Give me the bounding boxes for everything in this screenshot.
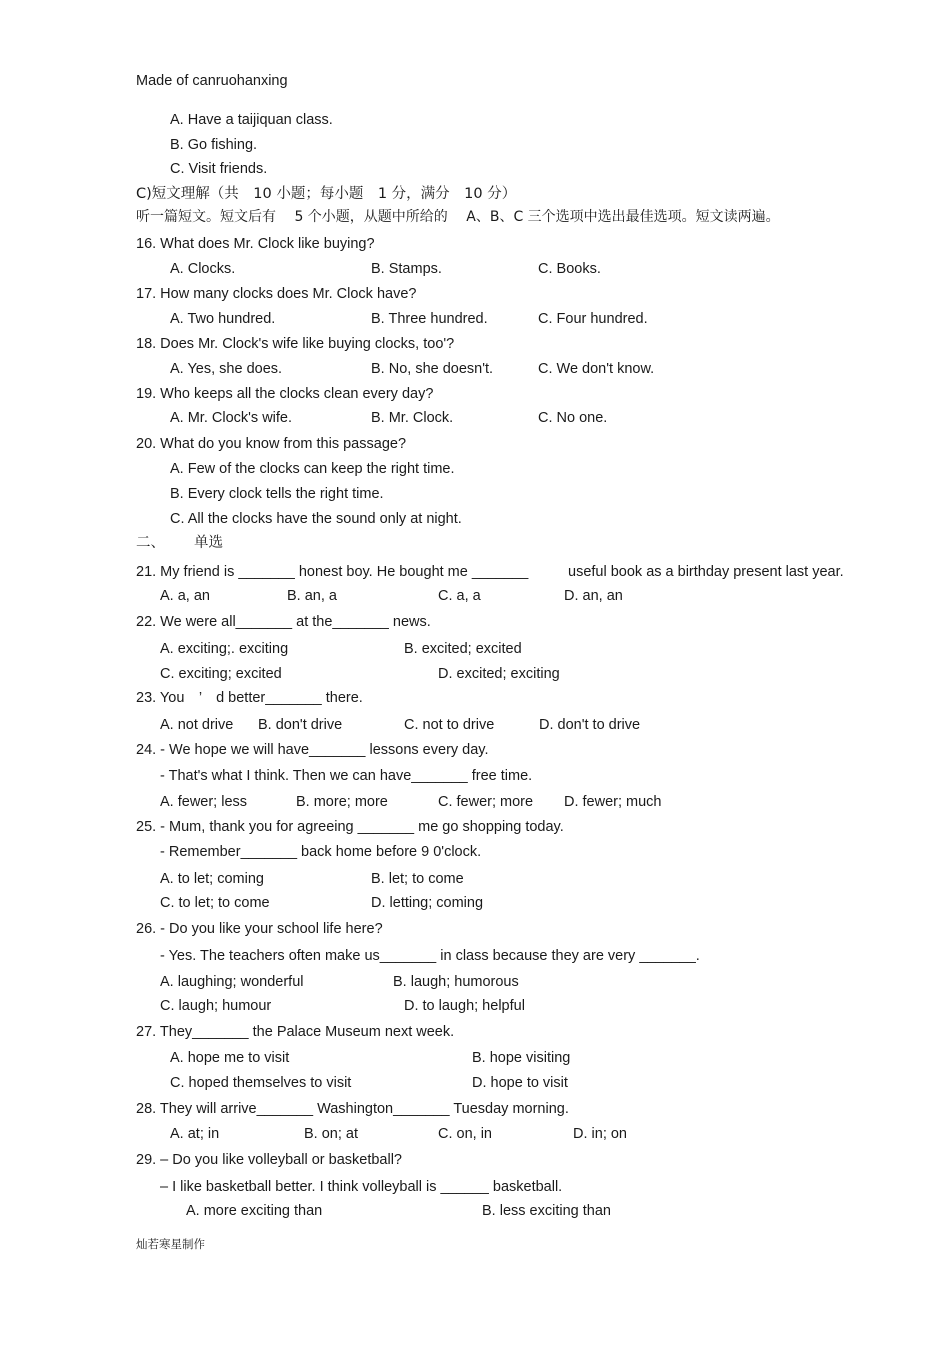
page-header: Made of canruohanxing (136, 73, 288, 89)
q20-stem: 20. What do you know from this passage? (136, 436, 407, 452)
q19-option-a: A. Mr. Clock's wife. (170, 410, 293, 426)
q21-option-c: C. a, a (438, 588, 481, 604)
q26-stem-reply: - Yes. The teachers often make us_______ in class because they are very _______. (160, 948, 700, 964)
q27-option-c: C. hoped themselves to visit (170, 1075, 352, 1091)
q16-stem: 16. What does Mr. Clock like buying? (136, 236, 375, 252)
q23-option-a: A. not drive (160, 717, 234, 733)
q26-option-c: C. laugh; humour (160, 998, 272, 1014)
section-c-title: C)短文理解（共 10 小题；每小题 1 分，满分 10 分） (136, 186, 517, 202)
q22-option-c: C. exciting; excited (160, 666, 282, 682)
q21-stem-end: useful book as a birthday present last year. (568, 564, 844, 580)
top-option-b: B. Go fishing. (170, 137, 258, 153)
section-2-number: 二、 (136, 535, 165, 551)
q28-option-c: C. on, in (438, 1126, 492, 1142)
q19-option-c: C. No one. (538, 410, 608, 426)
page-footer: 灿若寒星制作 (136, 1237, 205, 1251)
q19-stem: 19. Who keeps all the clocks clean every day? (136, 386, 434, 402)
q17-option-a: A. Two hundred. (170, 311, 276, 327)
q24-stem-reply: - That's what I think. Then we can have_______ free time. (160, 768, 533, 784)
q26-option-d: D. to laugh; helpful (404, 998, 525, 1014)
q19-option-b: B. Mr. Clock. (371, 410, 454, 426)
q24-option-b: B. more; more (296, 794, 388, 810)
q22-option-d: D. excited; exciting (438, 666, 560, 682)
q25-option-b: B. let; to come (371, 871, 464, 887)
q24-option-a: A. fewer; less (160, 794, 248, 810)
q27-stem: 27. They_______ the Palace Museum next week. (136, 1024, 455, 1040)
q16-option-c: C. Books. (538, 261, 601, 277)
q20-option-c: C. All the clocks have the sound only at night. (170, 511, 462, 527)
q21-option-d: D. an, an (564, 588, 623, 604)
q22-stem: 22. We were all_______ at the_______ news. (136, 614, 431, 630)
q29-stem-reply: – I like basketball better. I think volleyball is ______ basketball. (160, 1179, 563, 1195)
q20-option-b: B. Every clock tells the right time. (170, 486, 384, 502)
q25-option-a: A. to let; coming (160, 871, 264, 887)
q27-option-b: B. hope visiting (472, 1050, 571, 1066)
top-option-c: C. Visit friends. (170, 161, 268, 177)
section-c-instruction: 听一篇短文。短文后有 5 个小题，从题中所给的 A、B、C 三个选项中选出最佳选项。短文读两遍。 (136, 209, 780, 225)
q22-option-b: B. excited; excited (404, 641, 522, 657)
q28-option-a: A. at; in (170, 1126, 220, 1142)
q24-option-c: C. fewer; more (438, 794, 534, 810)
q20-option-a: A. Few of the clocks can keep the right time. (170, 461, 455, 477)
q18-stem: 18. Does Mr. Clock's wife like buying clocks, too'? (136, 336, 455, 352)
q18-option-b: B. No, she doesn't. (371, 361, 494, 377)
q23-option-c: C. not to drive (404, 717, 495, 733)
q21-option-a: A. a, an (160, 588, 210, 604)
q25-stem-reply: - Remember_______ back home before 9 0'clock. (160, 844, 482, 860)
q27-option-d: D. hope to visit (472, 1075, 568, 1091)
q29-option-a: A. more exciting than (186, 1203, 323, 1219)
q21-option-b: B. an, a (287, 588, 337, 604)
q16-option-a: A. Clocks. (170, 261, 236, 277)
q17-option-c: C. Four hundred. (538, 311, 648, 327)
q16-option-b: B. Stamps. (371, 261, 442, 277)
q18-option-a: A. Yes, she does. (170, 361, 283, 377)
q18-option-c: C. We don't know. (538, 361, 655, 377)
section-2-title: 单选 (194, 535, 223, 551)
q22-option-a: A. exciting;. exciting (160, 641, 289, 657)
q29-stem: 29. – Do you like volleyball or basketball? (136, 1152, 402, 1168)
q28-stem: 28. They will arrive_______ Washington_______ Tuesday morning. (136, 1101, 569, 1117)
top-option-a: A. Have a taijiquan class. (170, 112, 333, 128)
q24-option-d: D. fewer; much (564, 794, 662, 810)
q21-stem: 21. My friend is _______ honest boy. He bought me _______ (136, 564, 529, 580)
q26-stem: 26. - Do you like your school life here? (136, 921, 383, 937)
q25-option-c: C. to let; to come (160, 895, 270, 911)
q28-option-d: D. in; on (573, 1126, 627, 1142)
q25-option-d: D. letting; coming (371, 895, 484, 911)
q23-option-b: B. don't drive (258, 717, 343, 733)
q17-stem: 17. How many clocks does Mr. Clock have? (136, 286, 417, 302)
q25-stem: 25. - Mum, thank you for agreeing _______ me go shopping today. (136, 819, 564, 835)
q23-option-d: D. don't to drive (539, 717, 641, 733)
q24-stem: 24. - We hope we will have_______ lessons every day. (136, 742, 489, 758)
q28-option-b: B. on; at (304, 1126, 359, 1142)
q17-option-b: B. Three hundred. (371, 311, 488, 327)
q26-option-a: A. laughing; wonderful (160, 974, 304, 990)
q27-option-a: A. hope me to visit (170, 1050, 290, 1066)
q26-option-b: B. laugh; humorous (393, 974, 519, 990)
q23-stem: 23. You ’ d better_______ there. (136, 690, 363, 706)
q29-option-b: B. less exciting than (482, 1203, 611, 1219)
